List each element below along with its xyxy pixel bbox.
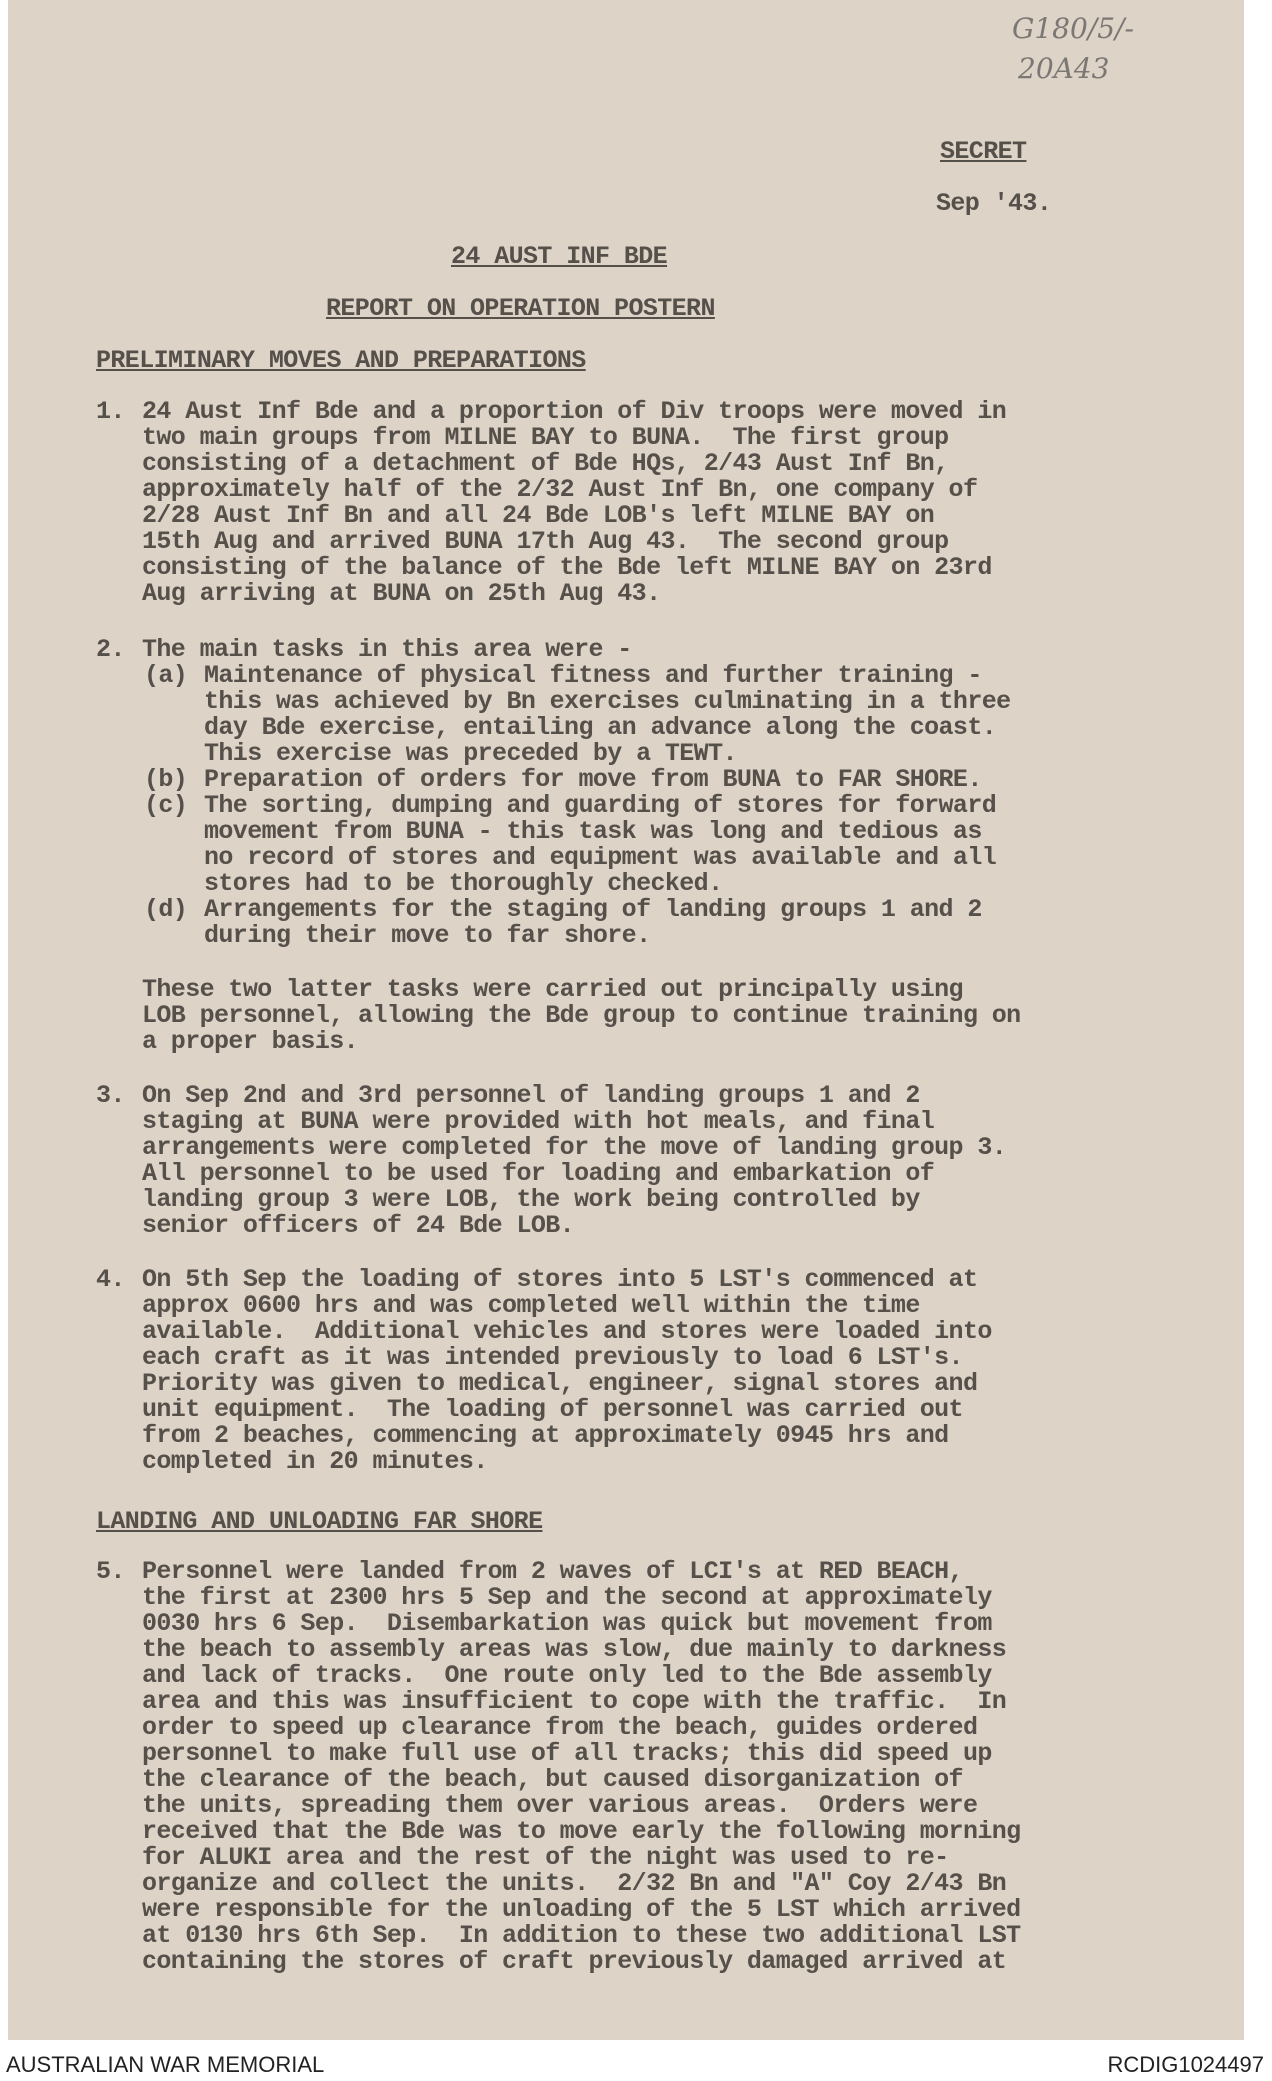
para-4-line: available. Additional vehicles and stores were loaded into bbox=[142, 1317, 992, 1346]
para-5-line: organize and collect the units. 2/32 Bn and "A" Coy 2/43 Bn bbox=[142, 1869, 1007, 1898]
para-4-line: approx 0600 hrs and was completed well within the time bbox=[142, 1291, 920, 1320]
para-3-line: senior officers of 24 Bde LOB. bbox=[142, 1211, 575, 1240]
para-1-line: 24 Aust Inf Bde and a proportion of Div troops were moved in bbox=[142, 397, 1007, 426]
closing-line: LOB personnel, allowing the Bde group to continue training on bbox=[142, 1001, 1021, 1030]
section-heading-landing: LANDING AND UNLOADING FAR SHORE bbox=[96, 1507, 543, 1536]
para-5-line: and lack of tracks. One route only led to the Bde assembly bbox=[142, 1661, 992, 1690]
footer-record-id: RCDIG1024497 bbox=[1107, 2052, 1264, 2077]
para-5-line: the units, spreading them over various areas. Orders were bbox=[142, 1791, 978, 1820]
para-5-line: Personnel were landed from 2 waves of LCI's at RED BEACH, bbox=[142, 1557, 963, 1586]
para-4-line: completed in 20 minutes. bbox=[142, 1447, 488, 1476]
para-3-line: On Sep 2nd and 3rd personnel of landing groups 1 and 2 bbox=[142, 1081, 920, 1110]
para-2-item-label-c: (c) bbox=[144, 791, 188, 820]
para-2-item-label-b: (b) bbox=[144, 765, 188, 794]
report-unit-title: 24 AUST INF BDE bbox=[451, 242, 668, 271]
item-line: Arrangements for the staging of landing groups 1 and 2 bbox=[204, 895, 982, 924]
para-2-item-label-d: (d) bbox=[144, 895, 188, 924]
para-5-line: 0030 hrs 6 Sep. Disembarkation was quick but movement from bbox=[142, 1609, 992, 1638]
para-5-line: containing the stores of craft previously damaged arrived at bbox=[142, 1947, 1007, 1976]
item-line: stores had to be thoroughly checked. bbox=[204, 869, 723, 898]
para-4-line: Priority was given to medical, engineer, signal stores and bbox=[142, 1369, 978, 1398]
document-page bbox=[8, 0, 1244, 2040]
item-line: Maintenance of physical fitness and further training - bbox=[204, 661, 982, 690]
para-2-number: 2. bbox=[96, 635, 125, 664]
item-line: day Bde exercise, entailing an advance along the coast. bbox=[204, 713, 997, 742]
classification-marking: SECRET bbox=[940, 137, 1027, 166]
para-5-line: received that the Bde was to move early the following morning bbox=[142, 1817, 1021, 1846]
item-line: The sorting, dumping and guarding of stores for forward bbox=[204, 791, 997, 820]
para-1-line: two main groups from MILNE BAY to BUNA. The first group bbox=[142, 423, 949, 452]
report-date: Sep '43. bbox=[936, 189, 1052, 218]
para-5-line: area and this was insufficient to cope with the traffic. In bbox=[142, 1687, 1007, 1716]
para-1-number: 1. bbox=[96, 397, 125, 426]
closing-line: a proper basis. bbox=[142, 1027, 359, 1056]
para-1-line: Aug arriving at BUNA on 25th Aug 43. bbox=[142, 579, 661, 608]
para-5-line: order to speed up clearance from the beach, guides ordered bbox=[142, 1713, 978, 1742]
handwritten-reference-1: G180/5/- bbox=[1012, 12, 1134, 45]
report-subtitle: REPORT ON OPERATION POSTERN bbox=[326, 294, 715, 323]
para-5-line: personnel to make full use of all tracks; this did speed up bbox=[142, 1739, 992, 1768]
para-2-intro: The main tasks in this area were - bbox=[142, 635, 632, 664]
para-3-number: 3. bbox=[96, 1081, 125, 1110]
para-5-line: were responsible for the unloading of the 5 LST which arrived bbox=[142, 1895, 1021, 1924]
para-1-line: consisting of the balance of the Bde left MILNE BAY on 23rd bbox=[142, 553, 992, 582]
para-4-line: unit equipment. The loading of personnel was carried out bbox=[142, 1395, 963, 1424]
para-5-number: 5. bbox=[96, 1557, 125, 1586]
para-3-line: All personnel to be used for loading and embarkation of bbox=[142, 1159, 935, 1188]
item-line: Preparation of orders for move from BUNA to FAR SHORE. bbox=[204, 765, 982, 794]
para-3-line: arrangements were completed for the move of landing group 3. bbox=[142, 1133, 1007, 1162]
para-4-line: from 2 beaches, commencing at approximately 0945 hrs and bbox=[142, 1421, 949, 1450]
footer-archive-name: AUSTRALIAN WAR MEMORIAL bbox=[6, 2052, 325, 2077]
closing-line: These two latter tasks were carried out principally using bbox=[142, 975, 963, 1004]
para-5-line: for ALUKI area and the rest of the night was used to re- bbox=[142, 1843, 949, 1872]
para-4-number: 4. bbox=[96, 1265, 125, 1294]
para-1-line: consisting of a detachment of Bde HQs, 2/43 Aust Inf Bn, bbox=[142, 449, 949, 478]
para-4-line: each craft as it was intended previously to load 6 LST's. bbox=[142, 1343, 963, 1372]
item-line: during their move to far shore. bbox=[204, 921, 651, 950]
para-5-line: the first at 2300 hrs 5 Sep and the second at approximately bbox=[142, 1583, 992, 1612]
handwritten-reference-2: 20A43 bbox=[1018, 52, 1110, 85]
para-2-item-label-a: (a) bbox=[144, 661, 188, 690]
para-5-line: the clearance of the beach, but caused disorganization of bbox=[142, 1765, 963, 1794]
para-5-line: the beach to assembly areas was slow, due mainly to darkness bbox=[142, 1635, 1007, 1664]
para-1-line: 2/28 Aust Inf Bn and all 24 Bde LOB's left MILNE BAY on bbox=[142, 501, 935, 530]
item-line: This exercise was preceded by a TEWT. bbox=[204, 739, 737, 768]
section-heading-preliminary: PRELIMINARY MOVES AND PREPARATIONS bbox=[96, 346, 586, 375]
item-line: this was achieved by Bn exercises culminating in a three bbox=[204, 687, 1011, 716]
item-line: no record of stores and equipment was available and all bbox=[204, 843, 997, 872]
para-1-line: approximately half of the 2/32 Aust Inf Bn, one company of bbox=[142, 475, 978, 504]
para-4-line: On 5th Sep the loading of stores into 5 LST's commenced at bbox=[142, 1265, 978, 1294]
para-5-line: at 0130 hrs 6th Sep. In addition to these two additional LST bbox=[142, 1921, 1021, 1950]
para-3-line: landing group 3 were LOB, the work being controlled by bbox=[142, 1185, 920, 1214]
para-3-line: staging at BUNA were provided with hot meals, and final bbox=[142, 1107, 935, 1136]
item-line: movement from BUNA - this task was long and tedious as bbox=[204, 817, 982, 846]
para-1-line: 15th Aug and arrived BUNA 17th Aug 43. The second group bbox=[142, 527, 949, 556]
